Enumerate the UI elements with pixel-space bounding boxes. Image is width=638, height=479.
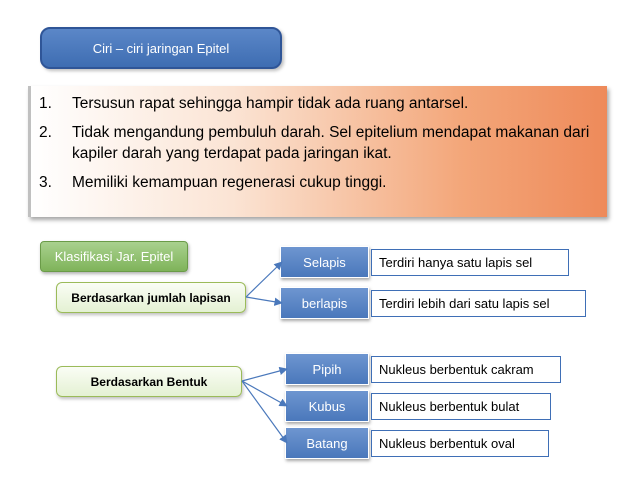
list-number: 1. (39, 95, 52, 112)
arrow-to-berlapis (246, 297, 282, 303)
classification-label-text: Klasifikasi Jar. Epitel (54, 249, 174, 264)
node-label: Pipih (312, 361, 342, 377)
desc-text: Nukleus berbentuk cakram (379, 362, 534, 377)
node-label: Selapis (303, 254, 346, 270)
desc-text: Nukleus berbentuk bulat (379, 399, 520, 414)
node-label: Kubus (308, 398, 346, 414)
group-label: Berdasarkan jumlah lapisan (71, 290, 231, 305)
title-text: Ciri – ciri jaringan Epitel (92, 40, 230, 56)
desc-text: Nukleus berbentuk oval (379, 436, 515, 451)
list-number: 2. (39, 124, 52, 141)
group-label: Berdasarkan Bentuk (90, 374, 208, 389)
desc-text: Terdiri hanya satu lapis sel (379, 255, 533, 270)
arrow-to-kubus (242, 381, 287, 406)
arrow-to-pipih (242, 369, 287, 381)
arrow-to-batang (242, 381, 287, 443)
node-label: berlapis (301, 295, 348, 311)
desc-text: Terdiri lebih dari satu lapis sel (379, 296, 550, 311)
node-label: Batang (306, 435, 348, 451)
list-text: Memiliki kemampuan regenerasi cukup tinggi. (72, 174, 387, 191)
list-number: 3. (39, 174, 52, 191)
list-text: Tersusun rapat sehingga hampir tidak ada ruang antarsel. (72, 95, 469, 112)
list-text: Tidak mengandung pembuluh darah. Sel epitelium mendapat makanan dari kapiler darah yang terdapat pada jaringan ikat. (72, 124, 590, 162)
arrow-to-selapis (246, 262, 282, 297)
